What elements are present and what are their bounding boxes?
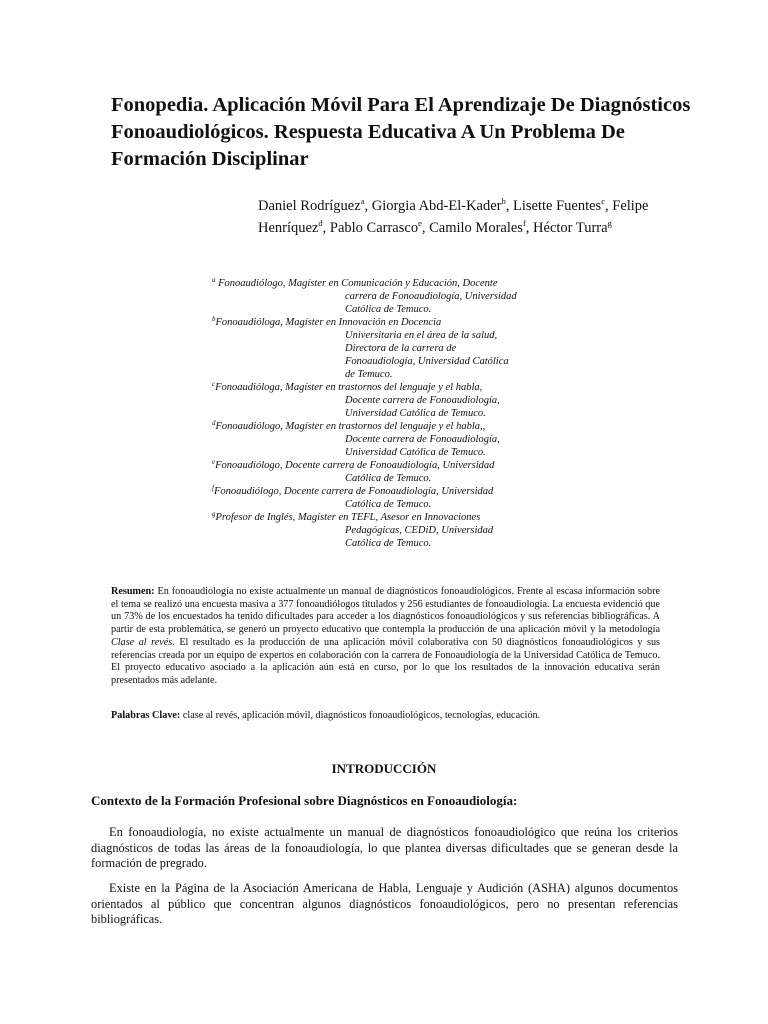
- body-paragraph: Existe en la Página de la Asociación Americana de Habla, Lenguaje y Audición (ASHA) algunos documentos orientados al público que concentran algunos diagnósticos fonoaudiológicos, pero no presentan referencias bibliográficas.: [91, 881, 678, 927]
- author-list: [258, 195, 658, 239]
- author: Héctor Turra$^g$: [533, 218, 612, 236]
- affiliation: $^e$Fonoaudiólogo, Docente carrera de Fonoaudiología, Universidad Católica de Temuco.: [212, 458, 495, 484]
- affiliation: $^a$ Fonoaudiólogo, Magíster en Comunicación y Educación, Docente carrera de Fonoaudiología, Universidad Católica de Temuco.: [212, 276, 517, 315]
- author: Giorgia Abd-El-Kader$^b$,: [371, 196, 514, 214]
- section-heading: INTRODUCCIÓN: [331, 761, 437, 776]
- paper-title: Fonopedia. Aplicación Móvil Para El Aprendizaje De Diagnósticos Fonoaudiológicos. Respuesta Educativa A Un Problema De Formación Disciplinar: [111, 94, 691, 170]
- author: Lisette Fuentes$^c$,: [513, 196, 613, 214]
- author: Daniel Rodríguez$^a$,: [258, 196, 372, 214]
- affiliation-list: [212, 277, 572, 550]
- affiliation: $^f$Fonoaudiólogo, Docente carrera de Fonoaudiología, Universidad Católica de Temuco.: [212, 484, 494, 510]
- author: Felipe Henríquez$^d$,: [258, 198, 649, 236]
- abstract: Resumen: En fonoaudiología no existe actualmente un manual de diagnósticos fonoaudiológicos. Frente al escasa información sobre el tema se realizó una encuesta masiva a 377 fonoaudiólogos titulados y 256 estudiantes de fonoaudiología. La encuesta evidenció que un 73% de los encuestados ha tenido dificultades para acceder a los diagnósticos fonoaudiológicos y sus referencias bibliográficas. A partir de esta problemática, se generó un proyecto educativo que contempla la producción de una aplicación móvil y la metodología Clase al revés. El resultado es la producción de una aplicación móvil colaborativa con 50 diagnósticos fonoaudiológicos y sus referencias creada por un equipo de expertos en colaboración con la carrera de Fonoaudiología de la Universidad Católica de Temuco. El proyecto educativo asociado a la aplicación aún está en curso, por lo que los resultados de la innovación educativa serán presentados más adelante.: [111, 586, 660, 686]
- keywords: Palabras Clave: clase al revés, aplicación móvil, diagnósticos fonoaudiológicos, tecnologías, educación.: [111, 710, 541, 721]
- keywords-label: Palabras Clave:: [111, 710, 181, 721]
- affiliation: $^b$Fonoaudióloga, Magíster en Innovación en Docencia Universitaria en el área de la salud, Directora de la carrera de Fonoaudiología, Universidad Católica de Temuco.: [212, 315, 509, 380]
- subsection-heading: Contexto de la Formación Profesional sobre Diagnósticos en Fonoaudiología:: [91, 793, 518, 808]
- author: Camilo Morales$^f$,: [429, 218, 534, 236]
- affiliation: $^g$Profesor de Inglés, Magíster en TEFL, Asesor en Innovaciones Pedagógicas, CEDiD, Universidad Católica de Temuco.: [212, 510, 494, 549]
- abstract-label: Resumen:: [111, 586, 155, 597]
- author: Pablo Carrasco$^e$,: [329, 218, 430, 236]
- affiliation: $^c$Fonoaudióloga, Magíster en trastornos del lenguaje y el habla, Docente carrera de Fonoaudiología, Universidad Católica de Temuco.: [212, 380, 500, 419]
- body-paragraph: En fonoaudiología, no existe actualmente un manual de diagnósticos fonoaudiológico que reúna los criterios diagnósticos de todas las áreas de la fonoaudiología, lo que plantea diversas dificultades que se generan desde la formación de pregrado.: [91, 825, 678, 871]
- affiliation: $^d$Fonoaudiólogo, Magíster en trastornos del lenguaje y el habla,, Docente carrera de Fonoaudiología, Universidad Católica de Temuco.: [212, 419, 500, 458]
